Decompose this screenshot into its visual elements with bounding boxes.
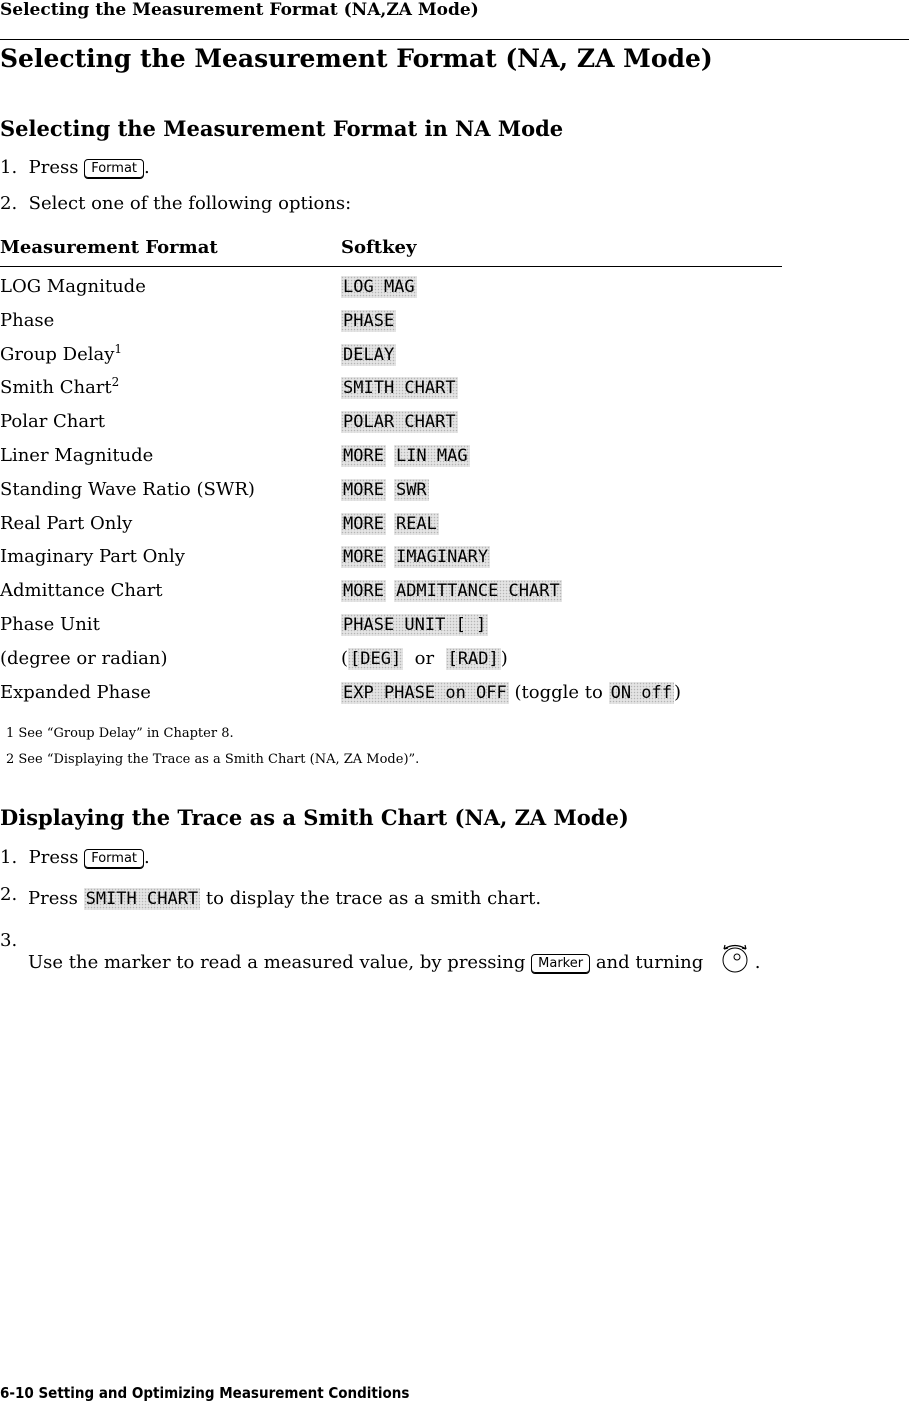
softkey-cell: [341, 411, 458, 433]
section2-heading: Displaying the Trace as a Smith Chart (NA, ZA Mode): [0, 805, 629, 830]
softkey-cell: ( [DEG] or [RAD] ): [341, 648, 508, 669]
softkey-cell: [341, 479, 429, 501]
format-hardkey[interactable]: Format: [84, 849, 144, 869]
section2-step3: Use the marker to read a measured value, by pressing Marker and turning .: [28, 942, 760, 979]
softkey[interactable]: PHASE UNIT [ ]: [343, 615, 487, 635]
smith-chart-softkey[interactable]: SMITH CHART: [85, 889, 199, 909]
softkey-cell: [341, 546, 490, 568]
format-cell: Smith Chart$^2$: [0, 375, 120, 398]
page-title: Selecting the Measurement Format (NA, ZA Mode): [0, 44, 713, 73]
softkey[interactable]: MORE: [343, 547, 384, 567]
header-rule: [0, 39, 909, 40]
footnote-ref: 1: [114, 342, 123, 356]
format-cell: Phase Unit: [0, 614, 100, 635]
softkey-cell: [341, 580, 562, 602]
rotary-knob-icon[interactable]: [715, 942, 755, 979]
softkey[interactable]: DELAY: [343, 345, 395, 365]
format-hardkey[interactable]: Format: [84, 159, 144, 179]
section2-step2: Press SMITH CHART to display the trace as a smith chart.: [28, 888, 542, 909]
marker-hardkey[interactable]: Marker: [531, 954, 590, 974]
step-number: 1.: [0, 157, 18, 178]
step-number: 2.: [0, 884, 18, 905]
step-text: Press: [28, 847, 79, 868]
softkey[interactable]: ADMITTANCE CHART: [395, 581, 560, 601]
softkey-cell: [341, 377, 458, 399]
step-number: 1.: [0, 847, 18, 868]
format-cell: Standing Wave Ratio (SWR): [0, 479, 255, 500]
step-number: 2.: [0, 193, 18, 214]
format-cell: Polar Chart: [0, 411, 105, 432]
page-footer: 6-10 Setting and Optimizing Measurement Conditions: [0, 1384, 410, 1402]
softkey-cell: [341, 614, 488, 636]
softkey[interactable]: MORE: [343, 514, 384, 534]
format-cell: (degree or radian): [0, 648, 168, 669]
section1-step1: 1. Press Format .: [0, 157, 150, 178]
softkey[interactable]: SWR: [395, 480, 427, 500]
softkey[interactable]: IMAGINARY: [395, 547, 489, 567]
softkey-cell: [341, 445, 470, 467]
format-cell: LOG Magnitude: [0, 276, 146, 297]
format-cell: Phase: [0, 310, 55, 331]
section1-step2: [0, 193, 351, 214]
softkey[interactable]: SMITH CHART: [343, 378, 456, 398]
softkey[interactable]: MORE: [343, 480, 384, 500]
table-header-rule: [0, 266, 782, 267]
running-header: Selecting the Measurement Format (NA,ZA Mode): [0, 0, 479, 20]
format-cell: Group Delay$^1$: [0, 342, 123, 365]
footnote-2: 2 See “Displaying the Trace as a Smith Chart (NA, ZA Mode)”.: [6, 752, 420, 767]
format-cell: Expanded Phase: [0, 682, 151, 703]
step-text: Press: [28, 157, 79, 178]
footnote-1: 1 See “Group Delay” in Chapter 8.: [6, 726, 234, 741]
step-text: Select one of the following options:: [28, 193, 352, 214]
softkey-cell: [341, 344, 396, 366]
softkey[interactable]: LIN MAG: [395, 446, 468, 466]
softkey-cell: EXP PHASE on OFF (toggle to ON off ): [343, 682, 682, 703]
format-cell: Liner Magnitude: [0, 445, 154, 466]
softkey[interactable]: MORE: [343, 581, 384, 601]
softkey[interactable]: MORE: [343, 446, 384, 466]
format-cell: Imaginary Part Only: [0, 546, 185, 567]
on-off-softkey[interactable]: ON off: [610, 683, 672, 703]
softkey[interactable]: PHASE: [343, 311, 395, 331]
section2-step1: 1. Press Format .: [0, 847, 150, 868]
format-cell: Admittance Chart: [0, 580, 163, 601]
exp-phase-softkey[interactable]: EXP PHASE on OFF: [343, 683, 507, 703]
col-header-format: Measurement Format: [0, 237, 218, 258]
softkey-cell: [341, 513, 439, 535]
deg-softkey[interactable]: [DEG]: [350, 649, 402, 669]
step-number: 3.: [0, 930, 18, 951]
softkey[interactable]: LOG MAG: [343, 277, 415, 297]
section1-heading: Selecting the Measurement Format in NA Mode: [0, 116, 564, 141]
softkey[interactable]: REAL: [395, 514, 437, 534]
rad-softkey[interactable]: [RAD]: [447, 649, 499, 669]
col-header-softkey: Softkey: [341, 237, 417, 258]
footnote-ref: 2: [111, 375, 120, 389]
softkey[interactable]: POLAR CHART: [343, 412, 456, 432]
softkey-cell: [341, 310, 396, 332]
format-cell: Real Part Only: [0, 513, 133, 534]
softkey-cell: [341, 276, 417, 298]
